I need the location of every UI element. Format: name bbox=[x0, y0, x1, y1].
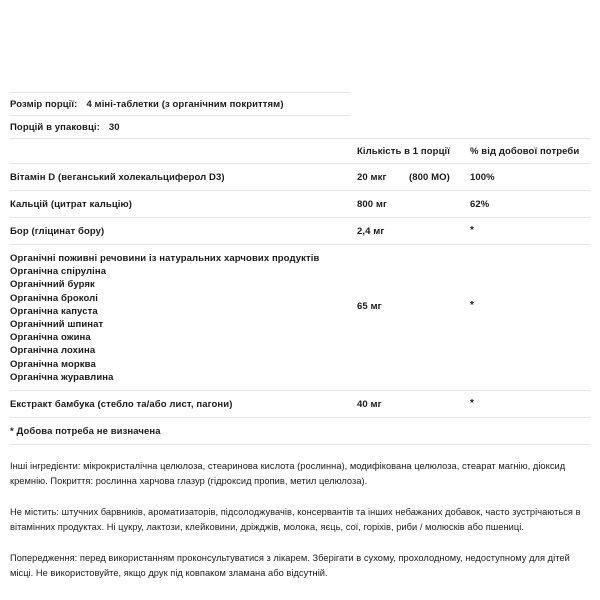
organic-blend-list bbox=[10, 252, 357, 384]
nutrient-name: Вітамін D (веганський холекальциферол D3) bbox=[10, 164, 357, 191]
servings-per-container-value: 30 bbox=[108, 122, 120, 133]
servings-per-container-row bbox=[10, 116, 590, 138]
nutrient-amount bbox=[357, 191, 470, 218]
serving-size-label: Розмір порції: bbox=[10, 99, 78, 110]
organic-blend-daily-value-text: * bbox=[470, 300, 474, 311]
table-row bbox=[10, 391, 590, 418]
serving-information bbox=[10, 0, 590, 138]
list-item: Органічна журавлина bbox=[10, 371, 114, 383]
column-header-amount-per-serving: Кількість в 1 порції bbox=[357, 146, 451, 157]
organic-blend-daily-value bbox=[470, 245, 590, 391]
nutrient-daily-value: * bbox=[470, 218, 590, 245]
nutrient-daily-value: 100% bbox=[470, 164, 590, 191]
additional-information bbox=[10, 445, 590, 580]
table-row bbox=[10, 218, 590, 245]
list-item: Органічна броколі bbox=[10, 292, 99, 304]
nutrient-amount-value: 20 мкг bbox=[357, 172, 387, 183]
list-item: Органічна спіруліна bbox=[10, 266, 107, 278]
nutrient-amount-value: 800 мг bbox=[357, 199, 388, 210]
table-row bbox=[10, 164, 590, 191]
nutrient-daily-value: 62% bbox=[470, 191, 590, 218]
list-item: Органічна лохина bbox=[10, 345, 96, 357]
nutrient-name: Бор (гліцинат бору) bbox=[10, 218, 357, 245]
list-item: Органічний шпинат bbox=[10, 319, 104, 331]
nutrient-amount bbox=[357, 391, 470, 418]
column-header-nutrient bbox=[10, 139, 357, 164]
servings-per-container-label: Порцій в упаковці: bbox=[10, 122, 100, 133]
list-item: Органічна морква bbox=[10, 358, 96, 370]
free-from-paragraph: Не містить: штучних барвників, ароматизаторів, підсолоджувачів, консервантів та інших небажаних добавок, часто зустрічаються в вітамінних продуктах. Ні цукру, лактози, клейковини, дріжджів, молока, яєць, сої, горіхів, риби / молюсків або пшениці. bbox=[10, 507, 581, 532]
nutrient-name: Кальцій (цитрат кальцію) bbox=[10, 191, 357, 218]
organic-blend-title: Органічні поживні речовини із натуральних харчових продуктів bbox=[10, 253, 320, 264]
warning-paragraph: Попередження: перед використанням проконсультуватися з лікарем. Зберігати в сухому, прохолодному, недоступному для дітей місці. Не використовуйте, якщо друк під ковпаком зламана або відсутній. bbox=[10, 553, 570, 578]
nutrient-daily-value: * bbox=[470, 391, 590, 418]
nutrient-amount-value: 2,4 мг bbox=[357, 226, 385, 237]
nutrient-amount-value: 40 мг bbox=[357, 399, 382, 411]
serving-size-value: 4 міні-таблетки (з органічним покриттям) bbox=[86, 99, 284, 110]
other-ingredients-paragraph: Інші інгредієнти: мікрокристалічна целюлоза, стеаринова кислота (рослинна), модифікована целюлоза, стеарат магнію, діоксид кремнію. Покриття: рослинна харчова глазур (гідроксид пропив, метил целюлоза). bbox=[10, 461, 566, 486]
list-item: Органічна ожина bbox=[10, 332, 91, 344]
nutrient-amount bbox=[357, 164, 470, 191]
organic-blend-amount bbox=[357, 245, 470, 391]
nutrient-amount bbox=[357, 218, 470, 245]
serving-size-row bbox=[10, 93, 590, 115]
organic-blend-amount-value: 65 мг bbox=[357, 301, 382, 312]
nutrient-amount-alt: (800 МО) bbox=[409, 172, 450, 183]
table-row bbox=[10, 191, 590, 218]
list-item: Органічна капуста bbox=[10, 305, 98, 317]
table-row-organic-blend bbox=[10, 245, 590, 391]
nutrient-name: Екстракт бамбука (стебло та/або лист, пагони) bbox=[10, 391, 357, 418]
list-item: Органічний буряк bbox=[10, 279, 95, 291]
supplement-facts-table bbox=[10, 139, 590, 417]
column-header-daily-value: % від добової потреби bbox=[470, 146, 580, 157]
organic-blend-cell bbox=[10, 245, 357, 391]
daily-value-footnote: * Добова потреба не визначена bbox=[10, 417, 590, 444]
table-header-row bbox=[10, 139, 590, 164]
